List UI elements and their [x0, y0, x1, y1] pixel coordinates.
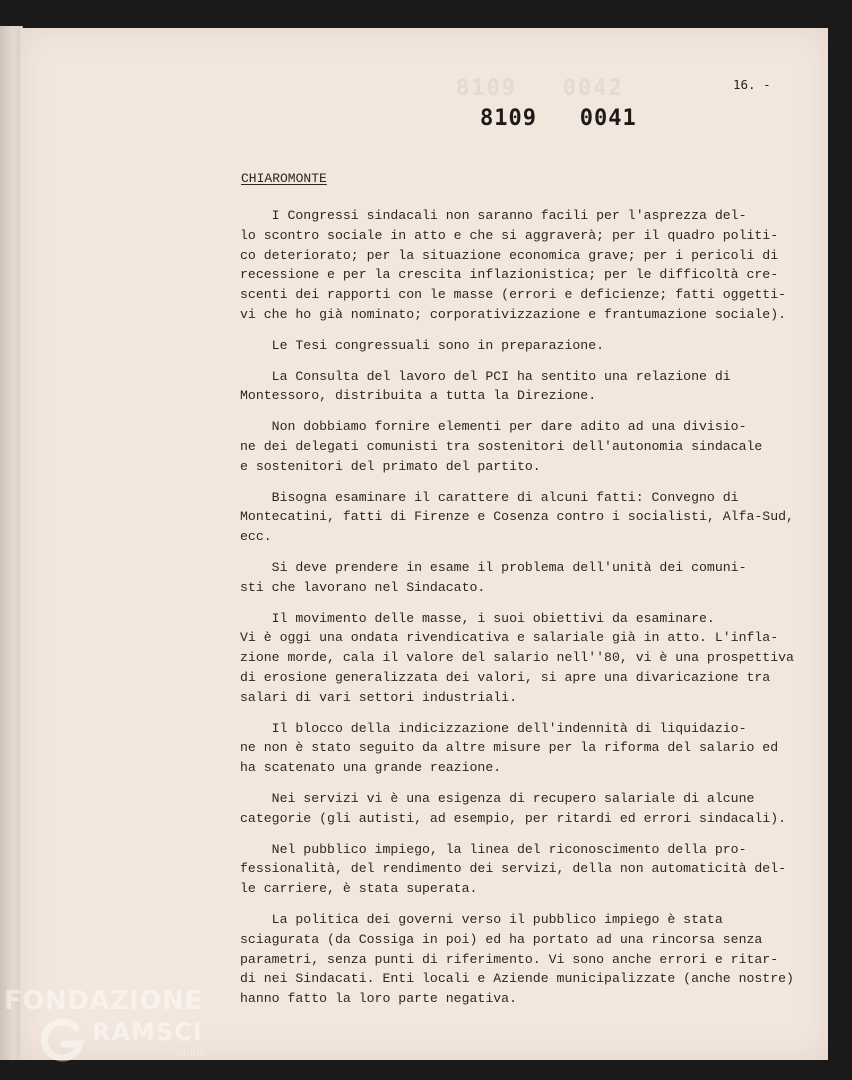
watermark-line-2: RAMSCI	[92, 1018, 203, 1046]
document-body	[240, 206, 800, 1020]
watermark-line-1: FONDAZIONE	[4, 986, 203, 1016]
paragraph: La politica dei governi verso il pubblico impiego è stata sciagurata (da Cossiga in poi) ed ha portato ad una rincorsa senza parametri, senza punti di riferimento. Vi sono anche errori e ritar- di nei Sindacati. Enti locali e Aziende municipalizzate (anche nostre) hanno fatto la loro parte negativa.	[240, 911, 794, 1007]
bleed-through-code: 8109 0042	[456, 76, 624, 101]
document-code: 8109 0041	[480, 106, 637, 131]
watermark-g-logo-icon	[36, 1014, 88, 1066]
paragraph: I Congressi sindacali non saranno facili per l'asprezza del- lo scontro sociale in atto e che si aggraverà; per il quadro politi- co deteriorato; per la situazione economica grave; per i pericoli di recessione e per la crescita inflazionistica; per le difficoltà cre- scenti dei rapporti con le masse (errori e deficienze; fatti oggetti- vi che ho già nominato; corporativizzazione e frantumazione sociale).	[240, 208, 787, 322]
paragraph: Si deve prendere in esame il problema dell'unità dei comuni- sti che lavorano nel Sindacato.	[240, 559, 747, 595]
paragraph: Non dobbiamo fornire elementi per dare adito ad una divisio- ne dei delegati comunisti tra sostenitori dell'autonomia sindacale e sostenitori del primato del partito.	[240, 419, 763, 474]
page-number: 16. -	[733, 77, 771, 92]
fondazione-gramsci-watermark	[4, 986, 224, 1076]
paragraph: Nel pubblico impiego, la linea del riconoscimento della pro- fessionalità, del rendimento dei servizi, della non automaticità del- le carriere, è stata superata.	[240, 841, 787, 897]
section-heading: CHIAROMONTE	[241, 171, 327, 186]
paragraph: Il blocco della indicizzazione dell'indennità di liquidazio- ne non è stato seguito da altre misure per la riforma del salario ed ha scatenato una grande reazione.	[240, 720, 779, 776]
paragraph: Le Tesi congressuali sono in preparazione.	[240, 337, 605, 353]
paragraph: Nei servizi vi è una esigenza di recupero salariale di alcune categorie (gli autisti, ad esempio, per ritardi ed errori sindacali).	[240, 790, 787, 826]
paragraph: Il movimento delle masse, i suoi obiettivi da esaminare. Vi è oggi una ondata rivendicativa e salariale già in atto. L'infla- zione morde, cala il valore del salario nell''80, vi è una prospettiva di erosione generalizzata dei valori, si apre una divaricazione tra salari di vari settori industriali.	[240, 610, 794, 705]
watermark-line-3: onlus	[176, 1046, 206, 1059]
paragraph: La Consulta del lavoro del PCI ha sentito una relazione di Montessoro, distribuita a tutta la Direzione.	[240, 368, 731, 404]
paragraph: Bisogna esaminare il carattere di alcuni fatti: Convegno di Montecatini, fatti di Firenze e Cosenza contro i socialisti, Alfa-Sud, ecc.	[240, 489, 794, 545]
